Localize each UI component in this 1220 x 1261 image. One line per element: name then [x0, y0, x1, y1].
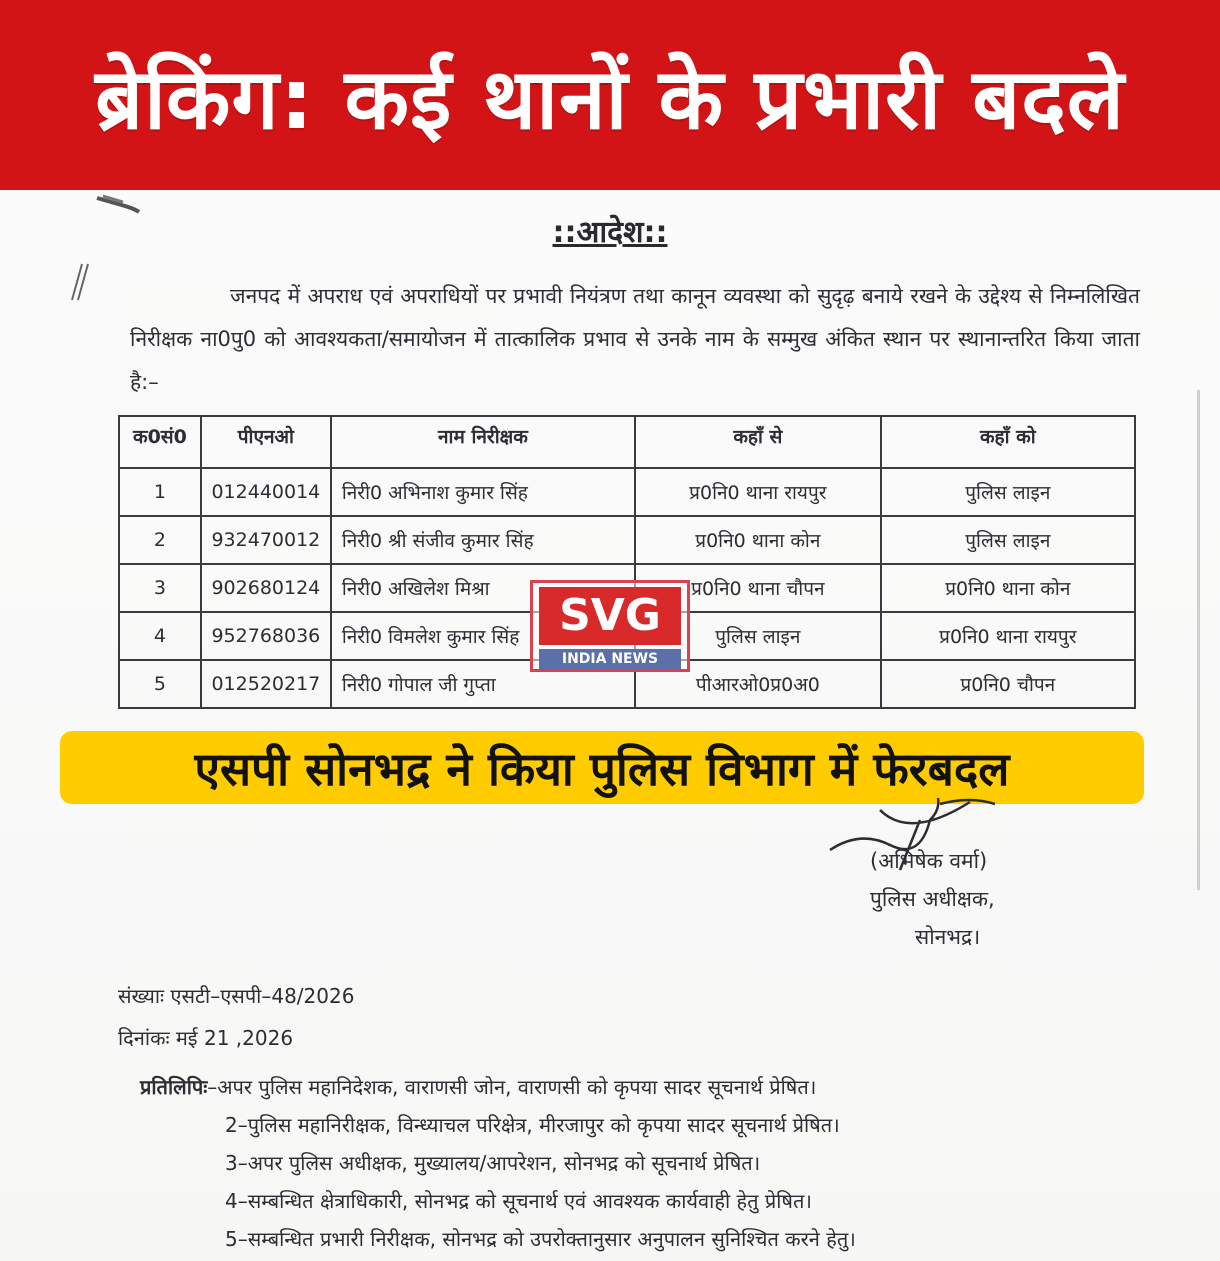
copy-label: प्रतिलिपिः: [140, 1075, 208, 1099]
header-from: कहाँ से: [635, 416, 881, 468]
cell-serial: 2: [119, 516, 201, 564]
signer-designation: पुलिस अधीक्षक,: [870, 887, 995, 911]
cell-inspector-name: निरी0 विमलेश कुमार सिंह: [331, 612, 635, 660]
list-item: 2–पुलिस महानिरीक्षक, विन्ध्याचल परिक्षेत्र, मीरजापुर को कृपया सादर सूचनार्थ प्रेषित।: [225, 1113, 840, 1137]
list-item: 3–अपर पुलिस अधीक्षक, मुख्यालय/आपरेशन, सोनभद्र को सूचनार्थ प्रेषित।: [225, 1151, 761, 1175]
cell-pno: 952768036: [201, 612, 331, 660]
logo-india-news-text: INDIA NEWS: [539, 649, 681, 669]
svg-india-news-logo: [530, 580, 690, 672]
signer-district: सोनभद्र।: [915, 925, 981, 949]
signer-block: [870, 842, 1070, 956]
header-inspector-name: नाम निरीक्षक: [331, 416, 635, 468]
banner-title: ब्रेकिंग: कई थानों के प्रभारी बदले: [95, 49, 1125, 148]
list-item: 5–सम्बन्धित प्रभारी निरीक्षक, सोनभद्र को उपरोक्तानुसार अनुपालन सुनिश्चित करने हेतु।: [225, 1227, 856, 1251]
cell-to: प्र0नि0 चौपन: [881, 660, 1135, 708]
list-item: [140, 1068, 1140, 1106]
cell-inspector-name: निरी0 अखिलेश मिश्रा: [331, 564, 635, 612]
cell-pno: 902680124: [201, 564, 331, 612]
table-header-row: [119, 416, 1135, 468]
signer-name: (अभिषेक वर्मा): [870, 849, 988, 873]
cell-to: पुलिस लाइन: [881, 468, 1135, 516]
page-edge-line: [1197, 390, 1200, 890]
cell-from: प्र0नि0 थाना कोन: [635, 516, 881, 564]
cell-pno: 932470012: [201, 516, 331, 564]
copy-first-recipient: –अपर पुलिस महानिदेशक, वाराणसी जोन, वाराणसी को कृपया सादर सूचनार्थ प्रेषित।: [207, 1075, 817, 1099]
cell-from: प्र0नि0 थाना रायपुर: [635, 468, 881, 516]
cell-inspector-name: निरी0 श्री संजीव कुमार सिंह: [331, 516, 635, 564]
order-heading: ::आदेश::: [552, 215, 668, 250]
logo-svg-text: SVG: [539, 587, 681, 645]
reference-date: दिनांकः मई 21 ,2026: [118, 1026, 294, 1050]
cell-pno: 012520217: [201, 660, 331, 708]
cell-serial: 3: [119, 564, 201, 612]
cell-to: प्र0नि0 थाना कोन: [881, 564, 1135, 612]
list-item: 4–सम्बन्धित क्षेत्राधिकारी, सोनभद्र को सूचनार्थ एवं आवश्यक कार्यवाही हेतु प्रेषित।: [225, 1189, 812, 1213]
cell-inspector-name: निरी0 अभिनाश कुमार सिंह: [331, 468, 635, 516]
copy-distribution-list: [140, 1068, 1140, 1258]
table-row: [119, 468, 1135, 516]
cell-to: प्र0नि0 थाना रायपुर: [881, 612, 1135, 660]
cell-serial: 4: [119, 612, 201, 660]
header-serial: क0सं0: [119, 416, 201, 468]
reference-block: [118, 975, 354, 1059]
table-row: [119, 516, 1135, 564]
cell-pno: 012440014: [201, 468, 331, 516]
highlight-text: एसपी सोनभद्र ने किया पुलिस विभाग में फेरबदल: [194, 741, 1010, 796]
cell-from: पुलिस लाइन: [635, 612, 881, 660]
cell-serial: 5: [119, 660, 201, 708]
order-intro-paragraph: जनपद में अपराध एवं अपराधियों पर प्रभावी नियंत्रण तथा कानून व्यवस्था को सुदृढ़ बनाये रखने के उद्देश्य से निम्नलिखित निरीक्षक ना0पु0 को आवश्यकता/समायोजन में तात्कालिक प्रभाव से उनके नाम के सम्मुख अंकित स्थान पर स्थानान्तरित किया जाता है:–: [130, 284, 1140, 394]
reference-number: संख्याः एसटी–एसपी–48/2026: [118, 984, 355, 1008]
header-to: कहाँ को: [881, 416, 1135, 468]
cell-to: पुलिस लाइन: [881, 516, 1135, 564]
breaking-news-banner: [0, 0, 1220, 190]
cell-from: पीआरओ0प्र0अ0: [635, 660, 881, 708]
cell-inspector-name: निरी0 गोपाल जी गुप्ता: [331, 660, 635, 708]
header-pno: पीएनओ: [201, 416, 331, 468]
pen-mark-icon: [64, 262, 94, 302]
cell-serial: 1: [119, 468, 201, 516]
cell-from: प्र0नि0 थाना चौपन: [635, 564, 881, 612]
